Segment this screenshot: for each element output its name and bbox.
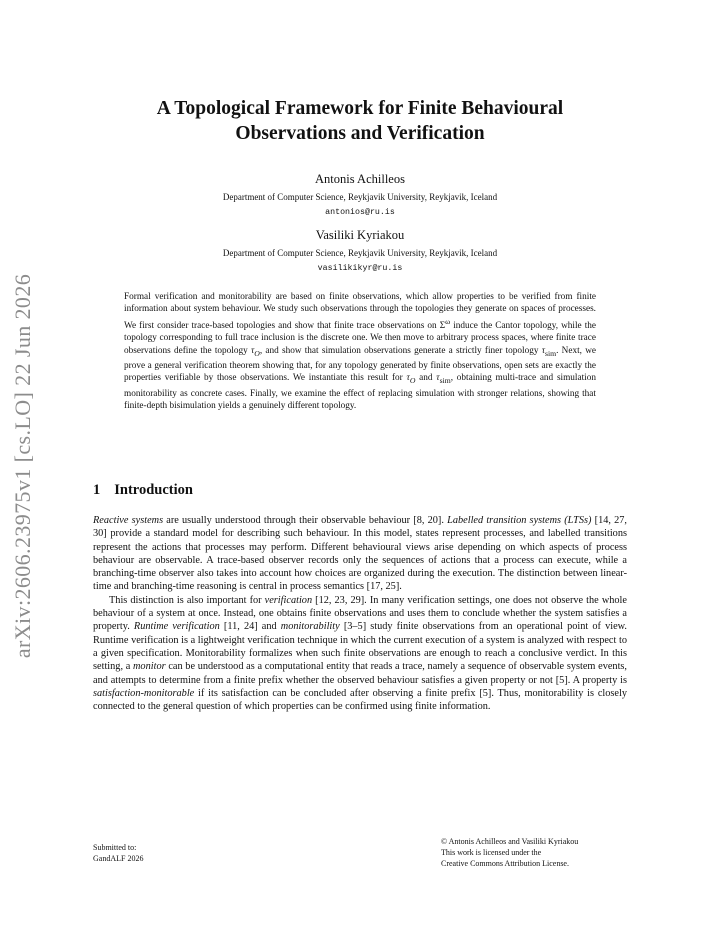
paragraph: This distinction is also important for verification [12, 23, 29]. In many verification settings, one does not observe the whole behaviour of a system at once. Instead, one obtains finite observations and uses them to conclude whether the system satisfies a property. Runtime verification [11, 24] and monitorability [3–5] study finite observations from an operational point of view. Runtime verification is a lightweight verification technique in which the current execution of a system is analyzed with respect to a given specification. Monitorability formalizes when such finite observations are enough to reach a conclusive verdict. In this setting, a monitor can be understood as a computational entity that reads a trace, namely a sequence of observable system events, and attempts to determine from a finite prefix whether the observed behaviour satisfies a given property or not [5]. A property is satisfaction-monitorable if its satisfaction can be concluded after observing a finite prefix [5]. Thus, monitorability is closely connected to the general question of which properties can be confirmed using finite information. <box>93 594 628 713</box>
submission-note: Submitted to: GandALF 2026 <box>93 843 144 863</box>
section-title: Introduction <box>114 482 193 498</box>
math-tau-o: $\tau_O$ <box>406 373 416 386</box>
title-line-1: A Topological Framework for Finite Behavioural <box>156 98 564 119</box>
math-tau-sim: $\tau_{sim}$ <box>436 373 451 386</box>
author-email[interactable]: vasilikikyr@ru.is <box>317 264 403 273</box>
author-affiliation: Department of Computer Science, Reykjavik University, Reykjavik, Iceland <box>222 192 498 202</box>
arxiv-identifier-stamp: arXiv:2606.23975v1 [cs.LO] 22 Jun 2026 <box>10 273 35 659</box>
author-name: Antonis Achilleos <box>315 172 405 186</box>
author-affiliation: Department of Computer Science, Reykjavik University, Reykjavik, Iceland <box>222 248 498 258</box>
abstract: Formal verification and monitorability are based on finite observations, which allow properties to be verified from finite information about system behaviour. We study such observations through the topologies they generate on spaces of processes. We first consider trace-based topologies and show that finite trace observations on $\Sigma^\omega$ induce the Cantor topology, while the topology corresponding to full trace inclusion is the discrete one. We then move to arbitrary process spaces, where finite trace observations define the topology $\tau_O$, and show that simulation observations generate a strictly finer topology $\tau_{sim}$. Next, we prove a general verification theorem showing that, for any topology generated by finite observations, open sets are exactly the properties verifiable by those observations. We instantiate this result for $\tau_O$ and $\tau_{sim}$, obtaining multi-trace and simulation monitorability as concrete cases. Finally, we examine the effect of replacing simulation with stronger relations, showing that finite-depth bisimulation yields a genuinely different topology. <box>124 292 597 412</box>
license-note: © Antonis Achilleos and Vasiliki Kyriakou This work is licensed under the Creative Commons Attribution License. <box>441 837 579 868</box>
math-tau-sim: $\tau_{sim}$ <box>541 345 557 358</box>
license-link[interactable]: Creative Commons Attribution License. <box>441 859 569 868</box>
author-email[interactable]: antonios@ru.is <box>325 208 395 217</box>
paragraph: Reactive systems are usually understood through their observable behaviour [8, 20]. Labelled transition systems (LTSs) [14, 27, 30] provide a standard model for describing such behaviour. In this model, states represent processes, and labelled transitions represent the actions that processes may perform. Different behavioural views arise depending on which aspects of process behaviour are observable. A trace-based observer records only the sequences of actions that a process can execute, while a branching-time observer also takes into account how choices are organized during the execution. The distinction between linear-time and branching-time reasoning is central in process semantics [17, 25]. <box>93 515 628 593</box>
author-name: Vasiliki Kyriakou <box>315 228 405 242</box>
math-tau-o: $\tau_O$ <box>250 345 260 358</box>
math-sigma-omega: $\Sigma^\omega$ <box>439 316 451 331</box>
section-heading <box>93 482 193 499</box>
section-number: 1 <box>93 482 101 498</box>
title-line-2: Observations and Verification <box>235 123 485 144</box>
introduction-body <box>93 514 627 713</box>
paper-title <box>90 96 630 146</box>
